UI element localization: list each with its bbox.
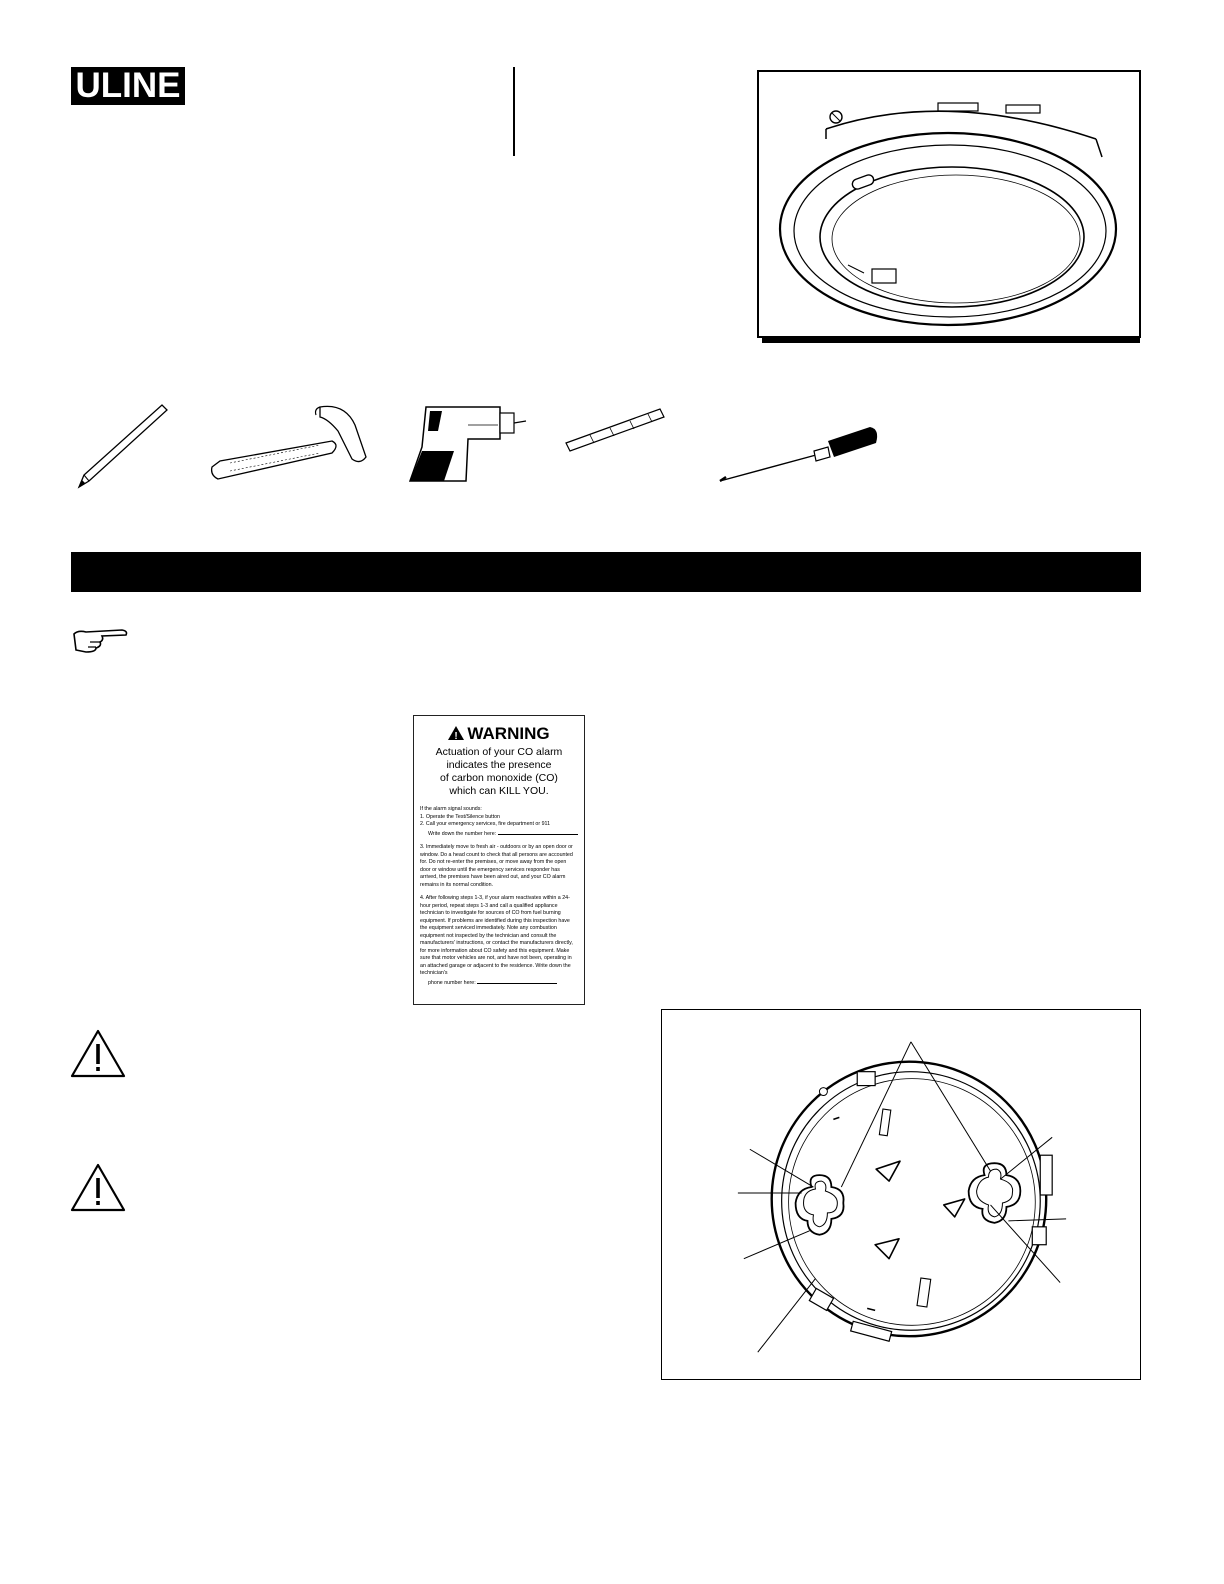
hammer-icon (212, 406, 366, 479)
warning-label-card (413, 715, 585, 1005)
header-divider (513, 67, 515, 156)
blank-line (477, 978, 557, 984)
blank-line (498, 829, 578, 835)
warning-title: !WARNING (420, 724, 578, 744)
drill-bit-icon (566, 409, 664, 451)
screwdriver-icon (720, 427, 877, 481)
mounting-base-diagram (661, 1009, 1141, 1380)
section-header-bar (71, 552, 1141, 592)
brand-logo: ULINE (71, 67, 185, 105)
caution-triangle-icon (70, 1028, 126, 1078)
pencil-icon (79, 405, 167, 487)
caution-triangle-icon (70, 1162, 126, 1212)
tools-row (70, 395, 910, 495)
warning-subtitle: Actuation of your CO alarm indicates the presence of carbon monoxide (CO) which can KILL YOU. (435, 746, 563, 797)
co-alarm-illustration (756, 69, 1142, 345)
pointing-hand-icon (72, 626, 130, 654)
warning-instructions: If the alarm signal sounds: 1. Operate the Test/Silence button 2. Call your emergency services, fire department or 911 Write down the number here: 3. Immediately move to fresh air - outdoors or by an open door or window. Do a head count to check that all persons are accounted for. Do not re-enter the premises, or move away from the open door or window until the emergency services responder has arrived, the premises have been aired out, and your CO alarm remains in its normal condition. 4. After following steps 1-3, if your alarm reactivates within a 24-hour period, repeat steps 1-3 and call a qualified appliance technician to investigate for sources of CO from fuel burning equipment. If problems are identified during this inspection have the equipment serviced immediately. Note any combustion equipment not inspected by the technician and consult the manufacturers' instructions, or contact the manufacturers directly, for more information about CO safety and this equipment. Make sure that motor vehicles are not, and have not been, operating in an attached garage or adjacent to the residence. Write down the technician's phone number here: (420, 806, 578, 987)
drill-icon (410, 407, 526, 481)
warning-triangle-icon (448, 726, 464, 740)
